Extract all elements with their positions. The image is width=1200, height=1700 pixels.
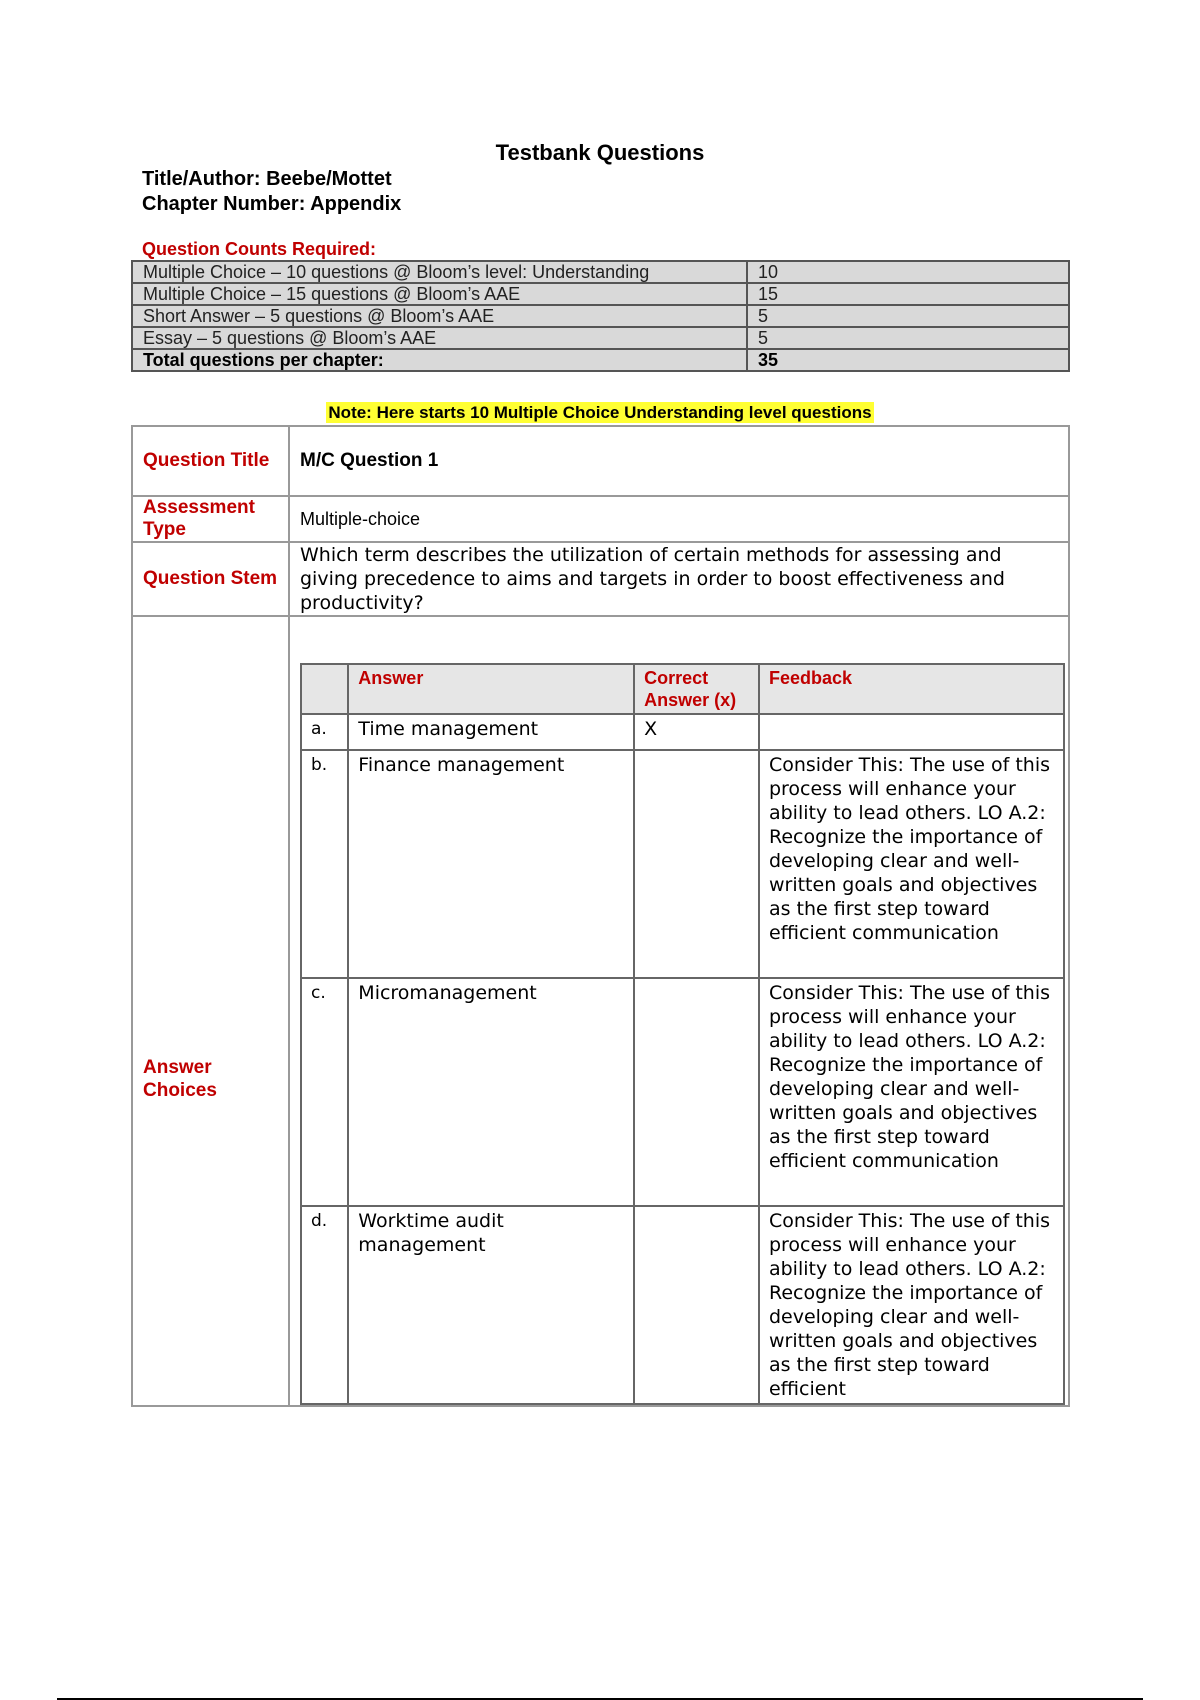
table-row [132,305,1069,327]
correct-header: Correct Answer (x) [634,664,759,714]
table-row [132,327,1069,349]
note-highlight: Note: Here starts 10 Multiple Choice Understanding level questions [328,403,872,422]
answer-choices-label: Answer Choices [132,616,289,1406]
count-value: 5 [747,327,1069,349]
chapter-number: Chapter Number: Appendix [142,193,402,215]
choice-row [301,978,1064,1206]
assessment-type-row [132,496,1069,542]
answer-header: Answer [348,664,634,714]
choice-answer: Time management [348,714,634,750]
choice-letter: b. [301,750,348,978]
question-title-label: Question Title [132,426,289,496]
choice-feedback: Consider This: The use of this process will enhance your ability to lead others. LO A.2: Recognize the importance of developing clear and well-written goals and objectives as the first step toward efficient communication [759,750,1064,978]
feedback-header: Feedback [759,664,1064,714]
question-counts-table [131,260,1070,372]
choice-letter: d. [301,1206,348,1404]
choice-correct-mark [634,750,759,978]
choice-correct-mark [634,978,759,1206]
answer-choices-cell [289,616,1069,1406]
choice-feedback: Consider This: The use of this process will enhance your ability to lead others. LO A.2: Recognize the importance of developing clear and well-written goals and objectives as the first step toward efficient communication [759,978,1064,1206]
section-note [0,403,1200,423]
total-label: Total questions per chapter: [132,349,747,371]
assessment-type-label: Assessment Type [132,496,289,542]
choice-row [301,1206,1064,1404]
total-row [132,349,1069,371]
choice-letter: a. [301,714,348,750]
assessment-type-value: Multiple-choice [289,496,1069,542]
count-value: 15 [747,283,1069,305]
answer-choices-row [132,616,1069,1406]
answer-choices-table [300,663,1065,1405]
choice-feedback: Consider This: The use of this process will enhance your ability to lead others. LO A.2: Recognize the importance of developing clear and well-written goals and objectives as the first step toward efficient [759,1206,1064,1404]
table-row [132,261,1069,283]
count-label: Multiple Choice – 10 questions @ Bloom’s level: Understanding [132,261,747,283]
page-title: Testbank Questions [495,140,705,165]
choice-letter: c. [301,978,348,1206]
total-value: 35 [747,349,1069,371]
choice-feedback [759,714,1064,750]
choice-answer: Worktime audit management [348,1206,634,1404]
count-value: 10 [747,261,1069,283]
choices-header-row [301,664,1064,714]
document-meta [142,167,401,217]
question-stem-value: Which term describes the utilization of certain methods for assessing and giving precedence to aims and targets in order to boost effectiveness and productivity? [289,542,1069,616]
count-label: Short Answer – 5 questions @ Bloom’s AAE [132,305,747,327]
count-label: Essay – 5 questions @ Bloom’s AAE [132,327,747,349]
table-row [132,283,1069,305]
choice-answer: Finance management [348,750,634,978]
choice-answer: Micromanagement [348,978,634,1206]
choice-row [301,750,1064,978]
question-stem-row [132,542,1069,616]
choice-row [301,714,1064,750]
counts-heading: Question Counts Required: [142,239,376,259]
letter-header [301,664,348,714]
question-title-value: M/C Question 1 [289,426,1069,496]
count-value: 5 [747,305,1069,327]
question-table [131,425,1070,1407]
question-stem-label: Question Stem [132,542,289,616]
question-title-row [132,426,1069,496]
choice-correct-mark: X [634,714,759,750]
count-label: Multiple Choice – 15 questions @ Bloom’s AAE [132,283,747,305]
choice-correct-mark [634,1206,759,1404]
title-author: Title/Author: Beebe/Mottet [142,168,392,190]
